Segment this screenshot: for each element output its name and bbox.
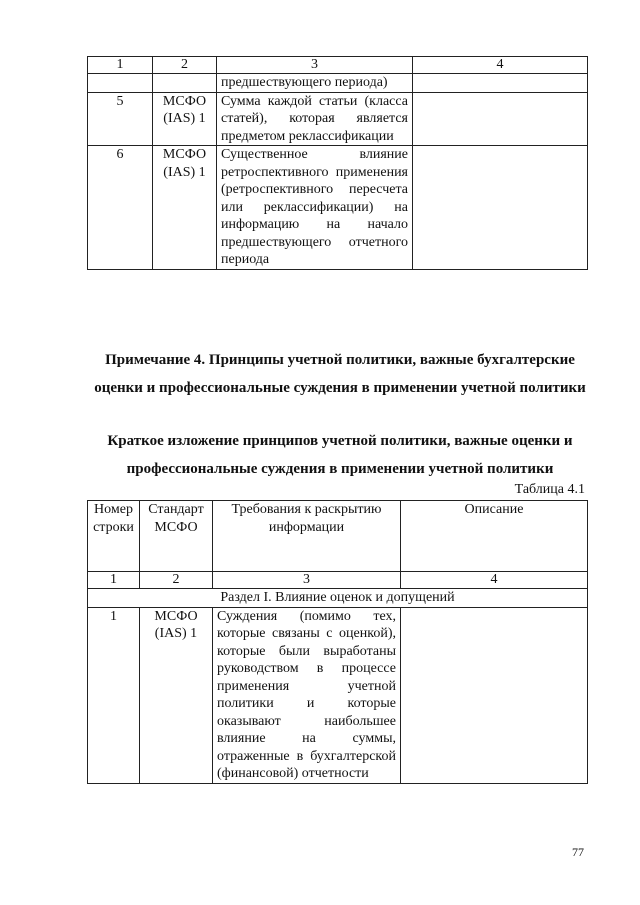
- requirement-cell: предшествующего периода): [217, 74, 413, 93]
- column-header: Описание: [401, 501, 588, 572]
- summary-title-line: Краткое изложение принципов учетной политики, важные оценки и: [107, 433, 573, 449]
- requirement-cell: Сумма каждой статьи (класса статей), которая является предметом реклассификации: [217, 92, 413, 146]
- table-header-row: [88, 501, 588, 572]
- requirement-cell: Суждения (помимо тех, которые связаны с оценкой), которые были выработаны руководством в процессе применения учетной политики и которые оказывают наибольшее влияние на суммы, отраженные в бухгалтерской (финансовой) отчетности: [213, 607, 401, 783]
- column-number: 1: [88, 57, 153, 74]
- column-number: 4: [413, 57, 588, 74]
- note-title: [60, 346, 620, 402]
- column-number: 3: [213, 572, 401, 589]
- standard-cell: МСФО (IAS) 1: [153, 146, 217, 270]
- description-cell: [413, 74, 588, 93]
- standard-cell: МСФО (IAS) 1: [140, 607, 213, 783]
- section-row: [88, 589, 588, 608]
- column-header: Требования к раскрытию информации: [213, 501, 401, 572]
- column-number: 2: [140, 572, 213, 589]
- column-number-row: [88, 572, 588, 589]
- column-header: Стандарт МСФО: [140, 501, 213, 572]
- column-number: 3: [217, 57, 413, 74]
- column-number: 1: [88, 572, 140, 589]
- note-title-line: оценки и профессиональные суждения в применении учетной политики: [94, 380, 586, 396]
- summary-title: [60, 427, 620, 483]
- table-row: [88, 92, 588, 146]
- table-row: [88, 607, 588, 783]
- row-number: 1: [88, 607, 140, 783]
- standard-cell: МСФО (IAS) 1: [153, 92, 217, 146]
- section-heading: Раздел I. Влияние оценок и допущений: [88, 589, 588, 608]
- description-cell: [413, 146, 588, 270]
- description-cell: [401, 607, 588, 783]
- table-header-row: [88, 57, 588, 74]
- note-title-line: Примечание 4. Принципы учетной политики, важные бухгалтерские: [105, 352, 575, 368]
- table-row: [88, 74, 588, 93]
- continued-disclosure-table: [87, 56, 588, 270]
- row-number: [88, 74, 153, 93]
- description-cell: [413, 92, 588, 146]
- accounting-policy-table: [87, 500, 588, 784]
- table-label: Таблица 4.1: [514, 482, 585, 497]
- row-number: 6: [88, 146, 153, 270]
- column-number: 2: [153, 57, 217, 74]
- table-row: [88, 146, 588, 270]
- standard-cell: [153, 74, 217, 93]
- column-number: 4: [401, 572, 588, 589]
- row-number: 5: [88, 92, 153, 146]
- column-header: Номер строки: [88, 501, 140, 572]
- requirement-cell: Существенное влияние ретроспективного применения (ретроспективного пересчета или реклассификации) на информацию на начало предшествующего отчетного периода: [217, 146, 413, 270]
- summary-title-line: профессиональные суждения в применении учетной политики: [126, 461, 554, 477]
- page-number: 77: [572, 845, 584, 859]
